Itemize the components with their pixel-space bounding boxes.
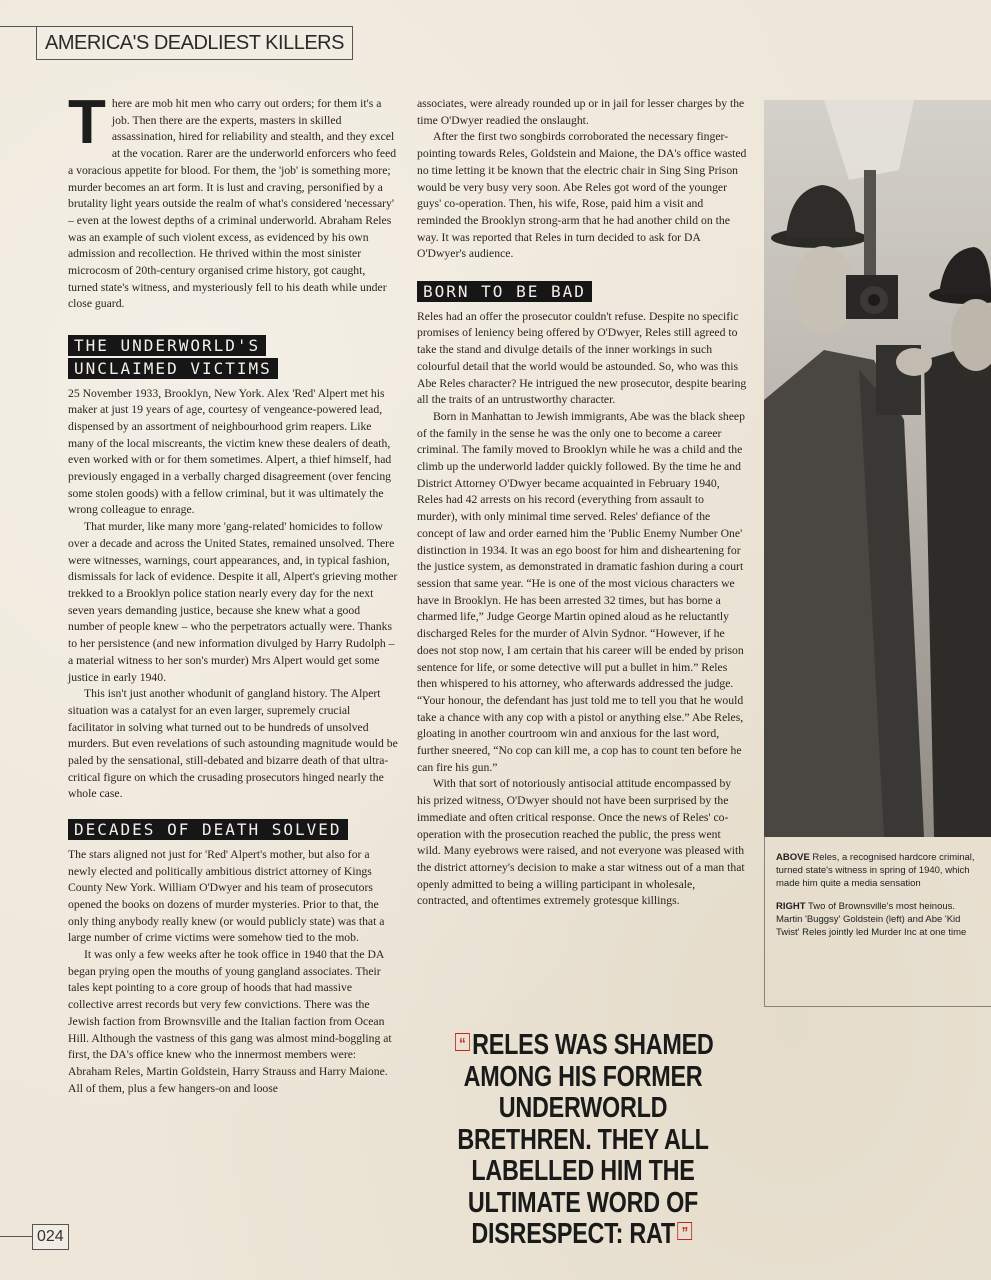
pull-quote-text: RELES WAS SHAMED AMONG HIS FORMER UNDERWORLD BRETHREN. THEY ALL LABELLED HIM THE ULTIMATE WORD OF DISRESPECT: RAT xyxy=(457,1029,714,1250)
body-paragraph: It was only a few weeks after he took office in 1940 that the DA began prying open the mouths of young gangland associates. Their tales kept pointing to a core group of hoods that had massive collective arrest records but very few convictions. There was the Jewish faction from Brownsville and the Italian faction from Ocean Hill. Although the vastness of this gang was almost mind-boggling at first, the DA's office knew who the innermost members were: Abraham Reles, Martin Goldstein, Harry Strauss and Harry Maione. All of them, plus a few hangers-on and loose xyxy=(68,948,392,1095)
body-paragraph: 25 November 1933, Brooklyn, New York. Alex 'Red' Alpert met his maker at just 19 years of age, courtesy of vengeance-powered lead, dispensed by an assortment of neighbourhood grim reapers. Like many of the local miscreants, the victim knew these dealers of death, even worked with or for them sometimes. Alpert, a thief himself, had previously engaged in a verbally charged disagreement (over fencing some stolen goods) with a fellow criminal, but it was ultimately the wrong colleague to enrage. xyxy=(68,386,392,517)
body-paragraph: Reles had an offer the prosecutor couldn't refuse. Despite no specific promises of leniency being offered by O'Dwyer, Reles still agreed to take the stand and divulge details of the inner workings in such colourful detail that the world would be astounded. So, who was this Abe Reles character? He intrigued the new prosecutor, despite bearing all the traits of an untrustworthy character. xyxy=(417,309,747,407)
article-column-1 xyxy=(68,88,398,1097)
subhead-line-1: THE UNDERWORLD'S xyxy=(68,335,266,356)
subhead-text: DECADES OF DEATH SOLVED xyxy=(68,819,348,840)
intro-text: here are mob hit men who carry out orders; for them it's a job. Then there are the experts, masters in skilled assassination, hired for reliability and stealth, and they excel at the vocation. Rarer are the underworld enforcers who feed a voracious appetite for blood. For them, the 'job' is something more; murder becomes an art form. It is lust and craving, personified by a brutality light years outside the realm of what's considered 'necessary' – even at the lowest depths of a criminal underworld. Abraham Reles was an example of such violent excess, as evidenced by his own admission and recollection. He thrived within the most sinister microcosm of 20th-century organised crime history, got caught, turned state's witness, and mysteriously fell to his death while under close guard. xyxy=(68,97,397,311)
drop-cap: T xyxy=(68,88,106,157)
photo-reles-goldstein xyxy=(764,100,991,837)
body-paragraph: The stars aligned not just for 'Red' Alpert's mother, but also for a newly elected and politically ambitious district attorney of Kings County New York. William O'Dwyer and his team of prosecutors opened the books on dozens of murder mysteries. Prior to that, the only thing anybody really knew (or would publicly state) was that a large number of crime victims were somehow tied to the mob. xyxy=(68,847,385,945)
body-paragraph: This isn't just another whodunit of gangland history. The Alpert situation was a catalyst for an even larger, supremely crucial facilitator in solving what turned out to be hundreds of unsolved murders. But even revelations of such astounding magnitude would be paled by the sensational, still-debated and bizarre death of that ultra-critical figure on which the crusading prosecutors hinged nearly the whole case. xyxy=(68,687,398,801)
open-quote-icon: “ xyxy=(455,1033,470,1051)
photo-captions xyxy=(764,837,991,1007)
subhead-born xyxy=(417,281,747,303)
subhead-line-2: UNCLAIMED VICTIMS xyxy=(68,358,278,379)
subhead-underworld xyxy=(68,335,398,379)
header-rule xyxy=(0,26,36,27)
caption-right xyxy=(776,900,979,939)
caption-above xyxy=(776,851,979,890)
close-quote-icon: ” xyxy=(677,1222,692,1240)
subhead-text: BORN TO BE BAD xyxy=(417,281,592,302)
article-column-2 xyxy=(417,96,747,910)
page-number: 024 xyxy=(32,1224,69,1250)
subhead-decades xyxy=(68,819,398,841)
intro-paragraph xyxy=(68,88,398,313)
pull-quote xyxy=(448,1030,719,1251)
body-paragraph: With that sort of notoriously antisocial attitude encompassed by his prized witness, O'Dwyer should not have been surprised by the immediate and often critical response. Once the news of Reles' co-operation with the prosecution reached the public, the press went wild. Many eyebrows were raised, and not everyone was pleased with the district attorney's decision to make a star witness out of a man that openly admitted to being a willing participant in wholesale, contracted, and oftentimes extremely grotesque killings. xyxy=(417,777,745,908)
body-paragraph: That murder, like many more 'gang-related' homicides to follow over a decade and across the United States, remained unsolved. There were witnesses, warnings, court appearances, and, in typical fashion, dismissals for lack of evidence. Despite it all, Alpert's grieving mother trekked to a Brooklyn police station nearly every day for the next seven years demanding justice, because she knew what a good number of people knew – who the perpetrators actually were. Thanks to her persistence (and new information divulged by Harry Rudolph – a material witness to her son's murder) Mrs Alpert would get some justice in early 1940. xyxy=(68,520,398,684)
caption-text: Two of Brownsville's most heinous. Martin 'Buggsy' Goldstein (left) and Abe 'Kid Twist' Reles jointly led Murder Inc at one time xyxy=(776,901,967,938)
body-paragraph: Born in Manhattan to Jewish immigrants, Abe was the black sheep of the family in the sense he was the only one to become a career criminal. The family moved to Brooklyn while he was a child and the climb up the underworld ladder quickly followed. By the time he and District Attorney O'Dwyer became acquainted in February 1940, Reles had 42 arrests on his record (everything from assault to murder), with only minimal time served. Reles' defiance of the concept of law and order earned him the 'Public Enemy Number One' distinction in 1934. It was an ego boost for him and disheartening for the justice system, as demonstrated in dramatic fashion during a court session that same year. “He is one of the most vicious characters we have in Brooklyn. He has been arrested 32 times, but has borne a charmed life,” Judge George Martin opined aloud as he reluctantly discharged Reles for the murder of Alvin Sydnor. “However, if he does not stop now, I am certain that his career will be ended by prison sentence for life, or some detective will put a bullet in him.” Reles then whispered to his attorney, who afterwards addressed the judge. “Your honour, the defendant has just told me to tell you that he would take a chance with any cop with a pistol or anything else.” Abe Reles, gloating in another courtroom win and anxious for the last word, further sneered, “No cop can kill me, a cop has to count ten before he can fire his gun.” xyxy=(417,409,745,774)
caption-text: Reles, a recognised hardcore criminal, turned state's witness in spring of 1940, which made him quite a media sensation xyxy=(776,852,975,889)
folio-rule xyxy=(0,1236,32,1237)
photo-illustration xyxy=(764,100,991,837)
caption-label: ABOVE xyxy=(776,852,810,863)
section-title: AMERICA'S DEADLIEST KILLERS xyxy=(36,26,353,60)
body-paragraph: associates, were already rounded up or in jail for lesser charges by the time O'Dwyer readied the onslaught. xyxy=(417,97,745,127)
body-paragraph: After the first two songbirds corroborated the necessary finger-pointing towards Reles, Goldstein and Maione, the DA's office wasted no time letting it be known that the electric chair in Sing Sing Prison would be very busy very soon. Abe Reles got word of the younger guys' co-operation. Then, his wife, Rose, paid him a visit and reminded the Brooklyn strong-arm that he had another child on the way. It was reported that Reles in turn decided to ask for DA O'Dwyer's audience. xyxy=(417,130,747,261)
caption-label: RIGHT xyxy=(776,901,806,912)
